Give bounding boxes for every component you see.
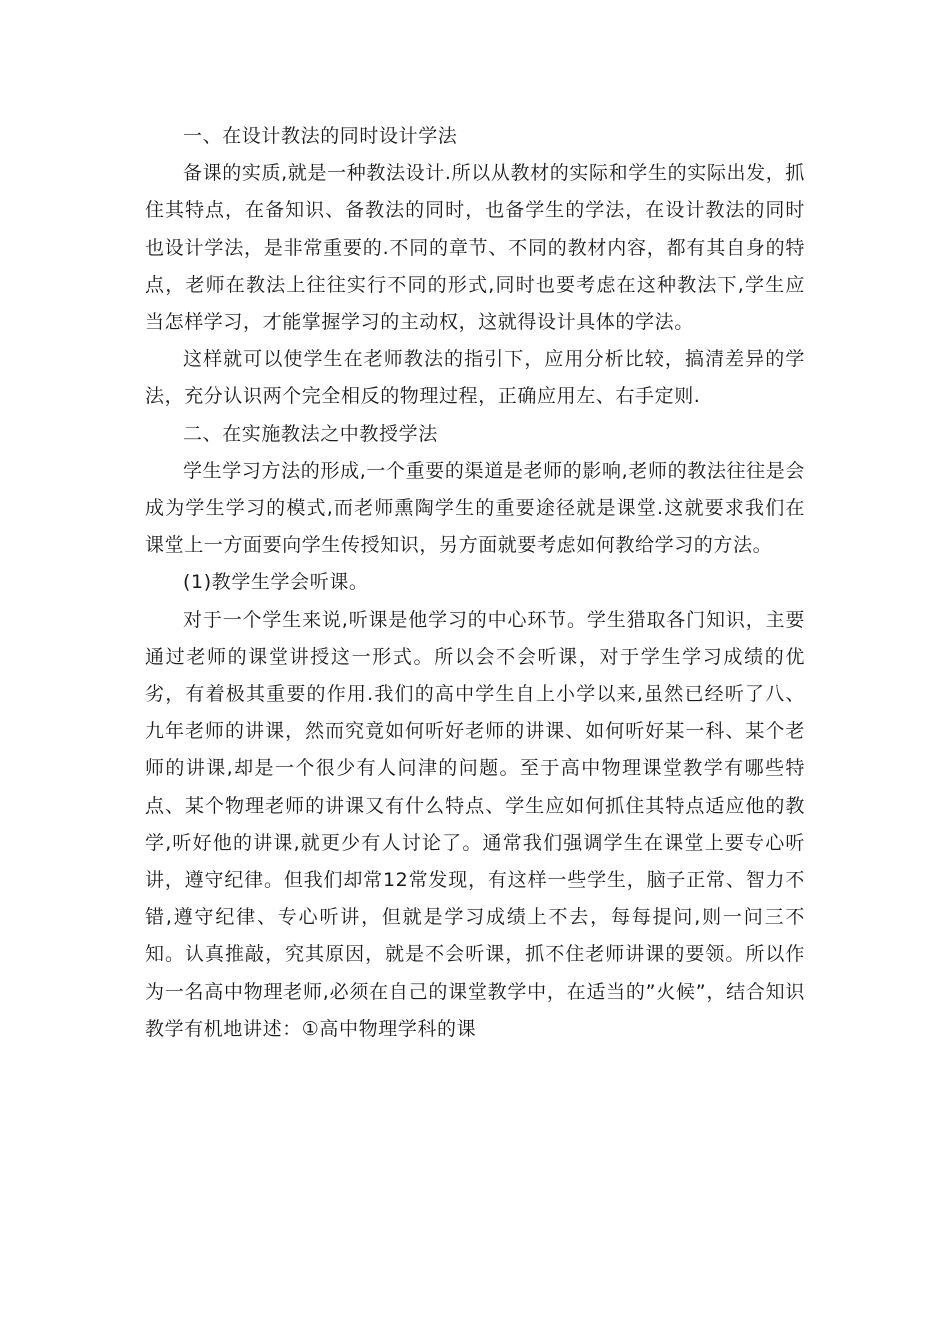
paragraph: 备课的实质,就是一种教法设计.所以从教材的实际和学生的实际出发，抓住其特点，在备知识、备教法的同时，也备学生的学法，在设计教法的同时也设计学法，是非常重要的.不同的章节、不同的教材内容，都有其自身的特点，老师在教法上往往实行不同的形式,同时也要考虑在这种教法下,学生应当怎样学习，才能掌握学习的主动权，这就得设计具体的学法。 bbox=[145, 162, 805, 334]
paragraph: 学生学习方法的形成,一个重要的渠道是老师的影响,老师的教法往往是会成为学生学习的模式,而老师熏陶学生的重要途径就是课堂.这就要求我们在课堂上一方面要向学生传授知识，另方面就要考虑如何教给学习的方法。 bbox=[145, 459, 805, 557]
subheading-1: (1)教学生学会听课。 bbox=[183, 571, 369, 594]
section-heading-2: 二、在实施教法之中教授学法 bbox=[183, 422, 438, 445]
paragraph: 这样就可以使学生在老师教法的指引下，应用分析比较，搞清差异的学法，充分认识两个完全相反的物理过程，正确应用左、右手定则. bbox=[145, 348, 805, 408]
document-body bbox=[145, 118, 805, 1048]
paragraph: 对于一个学生来说,听课是他学习的中心环节。学生猎取各门知识，主要通过老师的课堂讲授这一形式。所以会不会听课，对于学生学习成绩的优劣，有着极其重要的作用.我们的高中学生自上小学以来,虽然已经听了八、九年老师的讲课，然而究竟如何听好老师的讲课、如何听好某一科、某个老师的讲课,却是一个很少有人问津的问题。至于高中物理课堂教学有哪些特点、某个物理老师的讲课又有什么特点、学生应如何抓住其特点适应他的教学,听好他的讲课,就更少有人讨论了。通常我们强调学生在课堂上要专心听讲，遵守纪律。但我们却常12常发现，有这样一些学生，脑子正常、智力不错,遵守纪律、专心听讲，但就是学习成绩上不去，每每提问,则一问三不知。认真推敲，究其原因，就是不会听课，抓不住老师讲课的要领。所以作为一名高中物理老师,必须在自己的课堂教学中，在适当的”火候”，结合知识教学有机地讲述：①高中物理学科的课 bbox=[145, 608, 805, 1040]
section-heading-1: 一、在设计教法的同时设计学法 bbox=[183, 125, 458, 147]
